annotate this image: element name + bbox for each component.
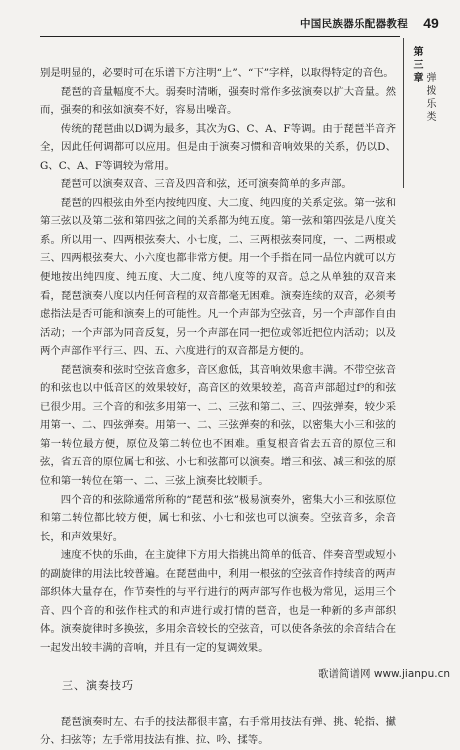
paragraph: 速度不快的乐曲，在主旋律下方用大指挑出简单的低音、伴奏音型或短小的副旋律的用法比较普遍。在琵琶曲中，利用一根弦的空弦音作持续音的两声部织体大量存在，作节奏性的与平行进行的两声部写作也极为常见，运用三个音、四个音的和弦作柱式的和声进行或打情的琶音，也是一种新的多声部织体。演奏旋律时多换弦，多用余音较长的空弦音，可以使各条弦的余音结合在一起发出较丰满的音响，并且有一定的复调效果。 — [40, 549, 396, 654]
paragraph: 琵琶演奏和弦时空弦音愈多，音区愈低，其音响效果愈丰满。不带空弦音的和弦也以中低音区的效果较好，高音区的效果较差，高音声部超过f³的和弦已很少用。三个音的和弦多用第一、二、三弦和第二、三、四弦弹奏，较少采用第一、二、四弦弹奏。用第一、二、三弦弹奏的和弦，以密集大小三和弦的第一转位最方便，原位及第二转位也不困难。重复根音省去五音的原位三和弦，省五音的原位属七和弦、小七和弦都可以演奏。增三和弦、减三和弦的原位和第一转位在第一、二、三弦上演奏比较顺手。 — [40, 363, 396, 488]
section-heading: 三、演奏技巧 — [62, 678, 134, 692]
site-watermark: 歌谱简谱网 www.jianpu.cn — [318, 668, 450, 680]
header-title: 中国民族器乐配器教程 — [300, 18, 408, 30]
header-rule — [40, 36, 400, 37]
paragraph: 四个音的和弦除通常所称的“琵琶和弦”极易演奏外，密集大小三和弦原位和第二转位都比较方便，属七和弦、小七和弦也可以演奏。空弦音多，余音长，和声效果好。 — [40, 493, 396, 543]
paragraph: 别是明显的，必要时可在乐谱下方注明“上”、“下”字样，以取得特定的音色。 — [40, 67, 394, 79]
page-number: 49 — [423, 15, 439, 31]
paragraph: 传统的琵琶曲以D调为最多，其次为G、C、A、F等调。由于琵琶半音齐全，因此任何调都可以应用。但是由于演奏习惯和音响效果的关系，仍以D、G、C、A、F等调较为常用。 — [40, 122, 396, 172]
chapter-side-tab — [403, 38, 438, 188]
side-section-label: 弹拨乐类 — [426, 73, 437, 123]
paragraph: 琵琶演奏时左、右手的技法都很丰富，右手常用技法有弹、挑、轮指、擜分、扫弦等；左手常用技法有推、拉、吟、揉等。 — [40, 715, 396, 747]
side-chapter-label: 第三章 — [413, 47, 424, 84]
paragraph: 琵琶可以演奏双音、三音及四音和弦，还可演奏简单的多声部。 — [60, 178, 352, 191]
paragraph: 琵琶的四根弦由外至内按纯四度、大二度、纯四度的关系定弦。第一弦和第三弦以及第二弦和第四弦之间的关系都为纯五度。第一弦和第四弦是八度关系。所以用一、四两根弦奏大、小七度，二、三两根弦奏同度，一、二两根或三、四两根弦奏大、小六度也都非常方便。用一个手指在同一品位内就可以方便地按出纯四度、纯五度、大二度、纯八度等的双音。总之从单独的双音来看，琵琶演奏八度以内任何音程的双音都毫无困难。演奏连续的双音，必须考虑指法是否可能和演奏上的可能性。凡一个声部为空弦音，另一个声部作自由活动；一个声部为同音反复，另一个声部在同一把位或邻近把位内活动；以及两个声部作平行三、四、五、六度进行的双音都是方便的。 — [40, 196, 396, 358]
running-header — [0, 14, 440, 34]
body-text — [40, 64, 396, 750]
paragraph: 琵琶的音量幅度不大。弱奏时清晰，强奏时常作多弦演奏以扩大音量。然而，强奏的和弦如演奏不好，容易出噪音。 — [40, 85, 396, 117]
